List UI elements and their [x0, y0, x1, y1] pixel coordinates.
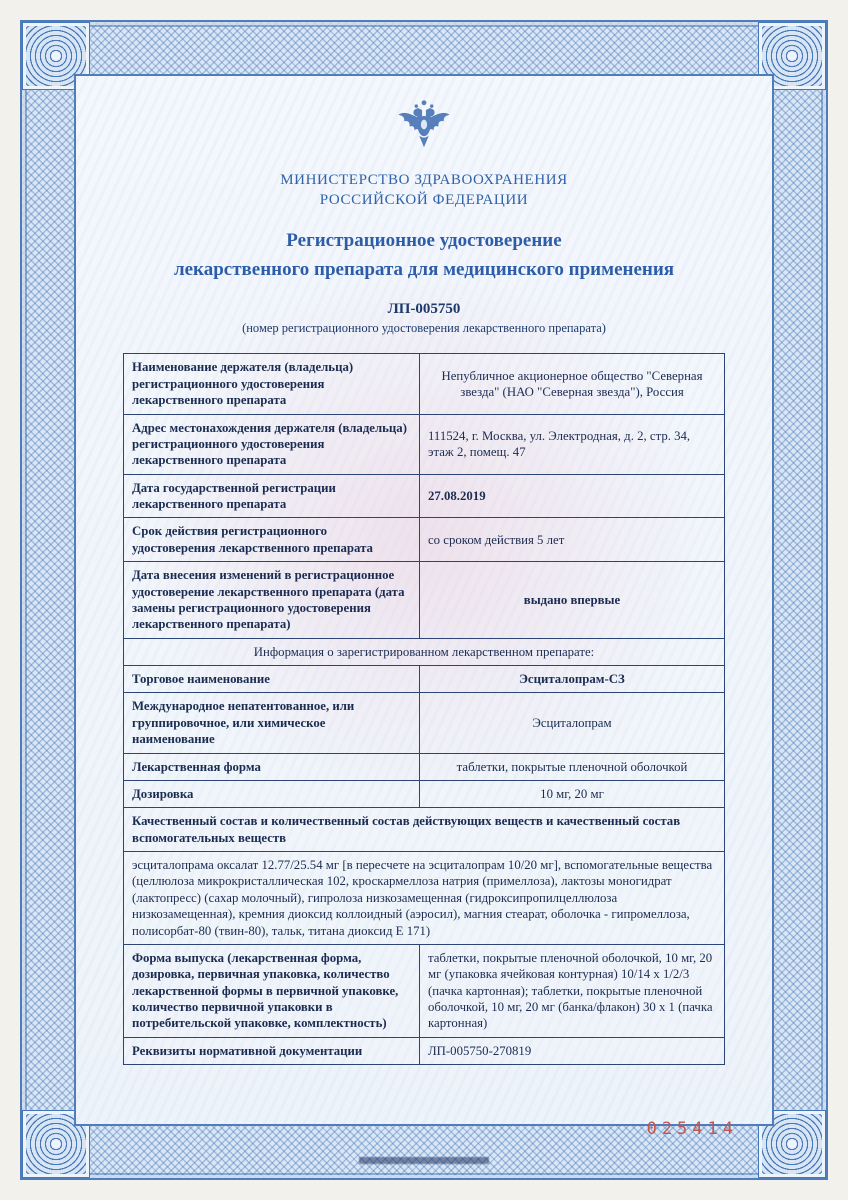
amendments-label: Дата внесения изменений в регистрационное удостоверение лекарственного препарата (дата замены регистрационного удостоверения лекарственного препарата) — [124, 562, 420, 638]
ministry-name — [76, 170, 772, 211]
registration-number: ЛП-005750 — [387, 301, 461, 318]
registration-number-caption: (номер регистрационного удостоверения лекарственного препарата) — [242, 321, 606, 336]
holder-label: Наименование держателя (владельца) регистрационного удостоверения лекарственного препарата — [124, 354, 420, 413]
validity-label: Срок действия регистрационного удостоверения лекарственного препарата — [124, 518, 420, 561]
amendments-value: выдано впервые — [523, 592, 621, 607]
address-value: 111524, г. Москва, ул. Электродная, д. 2, стр. 34, этаж 2, помещ. 47 — [428, 428, 691, 460]
inn-label: Международное непатентованное, или группировочное, или химическое наименование — [124, 693, 420, 752]
normative-docs-value: ЛП-005750-270819 — [428, 1043, 532, 1058]
ministry-line-1: МИНИСТЕРСТВО ЗДРАВООХРАНЕНИЯ — [280, 172, 568, 188]
holder-value: Непубличное акционерное общество "Северная звезда" (НАО "Северная звезда"), Россия — [441, 368, 703, 399]
table-row-normative-docs — [124, 1037, 724, 1064]
table-row-inn — [124, 692, 724, 752]
composition-heading: Качественный состав и количественный состав действующих веществ и качественный состав вспомогательных веществ — [132, 814, 681, 845]
registration-date-value: 27.08.2019 — [428, 488, 486, 503]
info-heading: Информация о зарегистрированном лекарственном препарате: — [253, 644, 595, 659]
microprint-strip — [359, 1157, 489, 1164]
validity-value: со сроком действия 5 лет — [428, 532, 565, 547]
certificate-body — [74, 74, 774, 1140]
table-row-info-heading — [124, 638, 724, 665]
table-row-validity — [124, 517, 724, 561]
address-label: Адрес местонахождения держателя (владельца) регистрационного удостоверения лекарственного препарата — [124, 415, 420, 474]
table-row-address — [124, 414, 724, 474]
ministry-line-2: РОССИЙСКОЙ ФЕДЕРАЦИИ — [319, 192, 529, 209]
certificate-table — [123, 353, 725, 1065]
normative-docs-label: Реквизиты нормативной документации — [124, 1038, 420, 1064]
table-row-dosage-form — [124, 753, 724, 780]
table-row-composition-body — [124, 851, 724, 944]
inn-value: Эсциталопрам — [532, 715, 612, 730]
table-row-trade-name — [124, 665, 724, 692]
dosage-label: Дозировка — [124, 781, 420, 807]
dosage-form-value: таблетки, покрытые пленочной оболочкой — [456, 759, 688, 774]
table-row-registration-date — [124, 474, 724, 518]
document-title-line-2: лекарственного препарата для медицинского применения — [173, 258, 675, 280]
composition-body: эсциталопрама оксалат 12.77/25.54 мг [в пересчете на эсциталопрам 10/20 мг], вспомогательные вещества (целлюлоза микрокристаллическая 102, кроскармеллоза натрия (примеллоза), лактозы моногидрат (лактопресс) (сахар молочный), гипролоза низкозамещенная (гидроксипропилцеллюлоза низкозамещенная), кремния диоксид коллоидный (аэросил), магния стеарат, оболочка - гипромеллоза, полисорбат-80 (твин-80), тальк, титана диоксид Е 171) — [132, 858, 713, 938]
release-form-value: таблетки, покрытые пленочной оболочкой, 10 мг, 20 мг (упаковка ячейковая контурная) 10/14 х 1/2/3 (пачка картонная); таблетки, покрытые пленочной оболочкой, 10 мг, 20 мг (банка/флакон) 30 х 1 (пачка картонная) — [428, 950, 713, 1031]
registration-date-label: Дата государственной регистрации лекарственного препарата — [124, 475, 420, 518]
table-row-release-form — [124, 944, 724, 1037]
serial-number: 025414 — [646, 1119, 738, 1140]
dosage-form-label: Лекарственная форма — [124, 754, 420, 780]
document-title — [76, 226, 772, 285]
trade-name-value: Эсциталопрам-СЗ — [519, 672, 625, 686]
coat-of-arms-icon — [394, 98, 454, 157]
table-row-composition-heading — [124, 807, 724, 851]
double-headed-eagle-icon — [395, 98, 453, 152]
table-row-amendments — [124, 561, 724, 638]
trade-name-label: Торговое наименование — [124, 666, 420, 692]
table-row-dosage — [124, 780, 724, 807]
release-form-label: Форма выпуска (лекарственная форма, дозировка, первичная упаковка, количество лекарственной формы в первичной упаковке, количество первичной упаковки в потребительской упаковке, комплектность) — [124, 945, 420, 1037]
table-row-holder — [124, 354, 724, 413]
document-title-line-1: Регистрационное удостоверение — [286, 229, 562, 251]
dosage-value: 10 мг, 20 мг — [540, 786, 604, 801]
